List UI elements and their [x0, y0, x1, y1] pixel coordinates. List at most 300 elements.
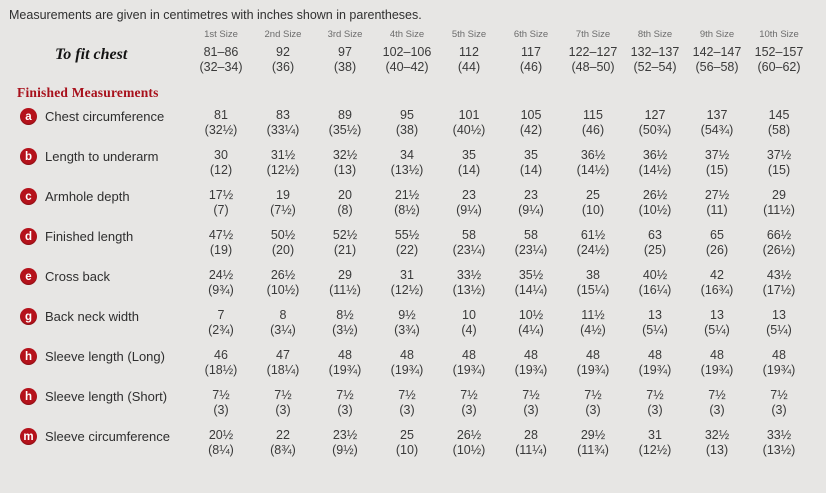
measurement-row	[8, 428, 826, 468]
measurement-cell	[686, 388, 748, 428]
cm-value: 13	[648, 308, 662, 322]
measurement-cell	[500, 268, 562, 308]
cm-value: 48	[400, 348, 414, 362]
measurement-cell	[748, 268, 810, 308]
measurement-cell	[500, 228, 562, 268]
cm-value: 42	[710, 268, 724, 282]
cm-value: 48	[648, 348, 662, 362]
measurement-cell	[438, 188, 500, 228]
cm-value: 66½	[766, 228, 792, 242]
measurement-cell	[438, 428, 500, 468]
measurement-label-cell	[8, 148, 190, 188]
label-column-spacer	[8, 29, 190, 40]
inch-value: (40½)	[452, 122, 486, 137]
measurement-cell	[252, 45, 314, 74]
cm-value: 29	[338, 268, 352, 282]
measurement-cell	[438, 348, 500, 388]
cm-value: 115	[583, 108, 603, 122]
inch-value: (26½)	[762, 242, 796, 257]
measurement-label: Sleeve circumference	[45, 429, 170, 444]
measurement-cell	[314, 108, 376, 148]
inch-value: (22)	[395, 242, 419, 257]
measurement-cell	[376, 188, 438, 228]
measurement-label-cell	[8, 268, 190, 308]
size-column-header: 2nd Size	[264, 29, 302, 40]
size-column-header: 1st Size	[204, 29, 238, 40]
measurement-cell	[190, 348, 252, 388]
measurement-label: Back neck width	[45, 309, 139, 324]
cm-value: 31	[400, 268, 414, 282]
measurement-cell	[314, 188, 376, 228]
measurement-key-badge: a	[20, 108, 37, 125]
inch-value: (3)	[647, 402, 663, 417]
inch-value: (13½)	[390, 162, 424, 177]
inch-value: (7)	[213, 202, 229, 217]
measurement-cell	[686, 148, 748, 188]
inch-value: (11½)	[763, 202, 795, 217]
measurement-cell	[624, 108, 686, 148]
cm-value: 10½	[518, 308, 544, 322]
measurement-cell	[314, 308, 376, 348]
measurement-cell	[748, 428, 810, 468]
cm-value: 7½	[584, 388, 602, 402]
measurement-cell	[314, 45, 376, 74]
inch-value: (11¼)	[515, 442, 547, 457]
measurement-cell	[376, 268, 438, 308]
measurement-cell	[624, 148, 686, 188]
measurement-cell	[252, 428, 314, 468]
measurement-cell	[562, 268, 624, 308]
inch-value: (56–58)	[695, 59, 739, 74]
inch-value: (48–50)	[571, 59, 615, 74]
cm-value: 27½	[704, 188, 730, 202]
cm-value: 55½	[394, 228, 420, 242]
measurement-row	[8, 148, 826, 188]
measurement-cell	[314, 268, 376, 308]
cm-value: 10	[462, 308, 476, 322]
inch-value: (5¼)	[704, 322, 730, 337]
cm-value: 47½	[208, 228, 234, 242]
inch-value: (52–54)	[633, 59, 677, 74]
inch-value: (44)	[457, 59, 481, 74]
cm-value: 58	[524, 228, 538, 242]
size-column-header: 9th Size	[699, 29, 735, 40]
measurement-cell	[376, 388, 438, 428]
inch-value: (10½)	[266, 282, 300, 297]
measurement-cell	[624, 45, 686, 74]
measurement-cell	[500, 108, 562, 148]
cm-value: 137	[706, 108, 728, 122]
cm-value: 58	[462, 228, 476, 242]
measurement-cell	[500, 348, 562, 388]
inch-value: (19¾)	[638, 362, 672, 377]
inch-value: (10)	[395, 442, 419, 457]
measurement-cell	[376, 148, 438, 188]
cm-value: 26½	[642, 188, 668, 202]
cm-value: 34	[400, 148, 414, 162]
inch-value: (14¼)	[514, 282, 548, 297]
cm-value: 22	[276, 428, 290, 442]
cm-value: 7½	[336, 388, 354, 402]
cm-value: 29½	[580, 428, 606, 442]
cm-value: 35	[462, 148, 476, 162]
inch-value: (17½)	[762, 282, 796, 297]
inch-value: (35½)	[328, 122, 362, 137]
measurement-key-badge: g	[20, 308, 37, 325]
inch-value: (19¾)	[576, 362, 610, 377]
inch-value: (11)	[706, 202, 728, 217]
size-column-header: 4th Size	[389, 29, 425, 40]
measurement-cell	[562, 188, 624, 228]
cm-value: 36½	[642, 148, 668, 162]
cm-value: 61½	[580, 228, 606, 242]
inch-value: (33¼)	[266, 122, 300, 137]
inch-value: (40–42)	[385, 59, 429, 74]
measurement-cell	[748, 188, 810, 228]
inch-value: (13½)	[762, 442, 796, 457]
inch-value: (32½)	[204, 122, 238, 137]
to-fit-chest-label: To fit chest	[55, 46, 128, 63]
cm-value: 112	[459, 45, 479, 59]
measurement-cell	[624, 188, 686, 228]
inch-value: (3¾)	[394, 322, 420, 337]
cm-value: 17½	[208, 188, 234, 202]
measurement-key-badge: d	[20, 228, 37, 245]
cm-value: 29	[772, 188, 786, 202]
measurement-cell	[314, 148, 376, 188]
measurement-row	[8, 108, 826, 148]
inch-value: (16¼)	[638, 282, 672, 297]
cm-value: 13	[772, 308, 786, 322]
measurement-cell	[438, 388, 500, 428]
cm-value: 37½	[766, 148, 792, 162]
cm-value: 8	[279, 308, 287, 322]
measurement-key-badge: h	[20, 388, 37, 405]
measurement-cell	[686, 108, 748, 148]
measurement-cell	[190, 228, 252, 268]
inch-value: (4)	[461, 322, 477, 337]
measurement-cell	[438, 308, 500, 348]
inch-value: (15¼)	[576, 282, 610, 297]
measurement-cell	[252, 188, 314, 228]
cm-value: 23½	[332, 428, 358, 442]
inch-value: (20)	[271, 242, 295, 257]
inch-value: (54¾)	[700, 122, 734, 137]
cm-value: 47	[276, 348, 290, 362]
cm-value: 32½	[332, 148, 358, 162]
cm-value: 83	[276, 108, 290, 122]
measurement-cell	[500, 45, 562, 74]
measurement-cell	[252, 108, 314, 148]
size-column-header: 6th Size	[513, 29, 549, 40]
inch-value: (10½)	[638, 202, 672, 217]
size-column-header: 10th Size	[759, 29, 799, 40]
inch-value: (3¼)	[270, 322, 296, 337]
cm-value: 24½	[208, 268, 234, 282]
measurement-key-badge: m	[20, 428, 37, 445]
inch-value: (14½)	[576, 162, 610, 177]
measurement-label-cell	[8, 348, 190, 388]
measurement-cell	[562, 388, 624, 428]
inch-value: (13½)	[452, 282, 486, 297]
cm-value: 23	[524, 188, 538, 202]
inch-value: (5¼)	[642, 322, 668, 337]
inch-value: (14)	[519, 162, 543, 177]
cm-value: 19	[276, 188, 290, 202]
inch-value: (58)	[767, 122, 791, 137]
measurement-cell	[376, 348, 438, 388]
measurement-row	[8, 268, 826, 308]
cm-value: 127	[644, 108, 666, 122]
inch-value: (10½)	[452, 442, 486, 457]
measurement-cell	[438, 148, 500, 188]
inch-value: (19¾)	[762, 362, 796, 377]
inch-value: (21)	[333, 242, 357, 257]
measurement-label: Sleeve length (Long)	[45, 349, 165, 364]
cm-value: 48	[772, 348, 786, 362]
cm-value: 132–137	[630, 45, 680, 59]
cm-value: 145	[768, 108, 790, 122]
inch-value: (60–62)	[757, 59, 801, 74]
measurement-label: Chest circumference	[45, 109, 165, 124]
size-column-header: 7th Size	[575, 29, 611, 40]
inch-value: (9¾)	[208, 282, 234, 297]
inch-value: (18¼)	[266, 362, 300, 377]
measurement-cell	[376, 428, 438, 468]
measurement-cell	[252, 268, 314, 308]
inch-value: (25)	[643, 242, 667, 257]
measurement-cell	[376, 228, 438, 268]
cm-value: 48	[524, 348, 538, 362]
cm-value: 33½	[766, 428, 792, 442]
cm-value: 13	[710, 308, 724, 322]
cm-value: 28	[524, 428, 538, 442]
inch-value: (3)	[523, 402, 539, 417]
inch-value: (7½)	[270, 202, 296, 217]
inch-value: (8)	[337, 202, 353, 217]
measurement-cell	[190, 308, 252, 348]
measurement-cell	[314, 348, 376, 388]
inch-value: (12½)	[390, 282, 424, 297]
inch-value: (3)	[213, 402, 229, 417]
inch-value: (12½)	[638, 442, 672, 457]
cm-value: 43½	[766, 268, 792, 282]
cm-value: 152–157	[754, 45, 804, 59]
measurement-cell	[562, 348, 624, 388]
size-header-row	[8, 29, 826, 40]
inch-value: (24½)	[576, 242, 610, 257]
cm-value: 97	[338, 45, 352, 59]
cm-value: 38	[586, 268, 600, 282]
measurement-label: Sleeve length (Short)	[45, 389, 168, 404]
inch-value: (8¾)	[270, 442, 296, 457]
measurement-cell	[562, 45, 624, 74]
measurement-cell	[376, 45, 438, 74]
cm-value: 25	[586, 188, 600, 202]
measurement-label: Armhole depth	[45, 189, 130, 204]
inch-value: (38)	[333, 59, 357, 74]
measurement-cell	[562, 108, 624, 148]
inch-value: (14½)	[638, 162, 672, 177]
cm-value: 9½	[398, 308, 416, 322]
measurements-table-body	[8, 108, 826, 468]
cm-value: 32½	[704, 428, 730, 442]
cm-value: 92	[276, 45, 290, 59]
inch-value: (50¾)	[638, 122, 672, 137]
inch-value: (46)	[519, 59, 543, 74]
inch-value: (13)	[333, 162, 357, 177]
inch-value: (15)	[705, 162, 729, 177]
measurement-key-badge: h	[20, 348, 37, 365]
inch-value: (9¼)	[518, 202, 544, 217]
measurement-row	[8, 388, 826, 428]
cm-value: 48	[462, 348, 476, 362]
inch-value: (19¾)	[514, 362, 548, 377]
inch-value: (16¾)	[700, 282, 734, 297]
cm-value: 20½	[208, 428, 234, 442]
measurement-cell	[190, 45, 252, 74]
measurement-cell	[500, 388, 562, 428]
inch-value: (10)	[581, 202, 605, 217]
cm-value: 31½	[270, 148, 296, 162]
cm-value: 48	[338, 348, 352, 362]
measurement-label-cell	[8, 308, 190, 348]
inch-value: (19¾)	[700, 362, 734, 377]
measurement-cell	[748, 228, 810, 268]
cm-value: 26½	[456, 428, 482, 442]
inch-value: (12½)	[266, 162, 300, 177]
measurement-label-cell	[8, 228, 190, 268]
measurement-cell	[252, 148, 314, 188]
measurement-cell	[438, 228, 500, 268]
inch-value: (12)	[209, 162, 233, 177]
page-title: Measurements are given in centimetres with inches shown in parentheses.	[9, 8, 422, 22]
measurement-cell	[252, 228, 314, 268]
inch-value: (19¾)	[390, 362, 424, 377]
inch-value: (9½)	[332, 442, 358, 457]
measurement-cell	[686, 45, 748, 74]
finished-measurements-heading: Finished Measurements	[17, 85, 159, 100]
cm-value: 7½	[460, 388, 478, 402]
inch-value: (32–34)	[199, 59, 243, 74]
measurement-cell	[748, 108, 810, 148]
measurement-cell	[500, 148, 562, 188]
inch-value: (3)	[275, 402, 291, 417]
measurement-cell	[190, 108, 252, 148]
cm-value: 63	[648, 228, 662, 242]
inch-value: (9¼)	[456, 202, 482, 217]
measurement-cell	[624, 388, 686, 428]
measurement-cell	[376, 108, 438, 148]
measurement-cell	[686, 188, 748, 228]
measurement-cell	[500, 308, 562, 348]
cm-value: 101	[458, 108, 480, 122]
measurement-cell	[438, 45, 500, 74]
inch-value: (19)	[209, 242, 233, 257]
measurement-cell	[624, 308, 686, 348]
inch-value: (15)	[767, 162, 791, 177]
measurement-cell	[748, 148, 810, 188]
inch-value: (18½)	[204, 362, 238, 377]
cm-value: 142–147	[692, 45, 742, 59]
measurement-cell	[252, 308, 314, 348]
inch-value: (13)	[705, 442, 729, 457]
cm-value: 7½	[212, 388, 230, 402]
measurement-label-cell	[8, 388, 190, 428]
cm-value: 81	[214, 108, 228, 122]
measurement-cell	[190, 148, 252, 188]
measurement-cell	[252, 388, 314, 428]
cm-value: 7	[217, 308, 225, 322]
measurement-cell	[748, 45, 810, 74]
measurement-label: Cross back	[45, 269, 111, 284]
cm-value: 48	[710, 348, 724, 362]
measurement-cell	[748, 388, 810, 428]
cm-value: 7½	[646, 388, 664, 402]
inch-value: (3)	[399, 402, 415, 417]
cm-value: 31	[648, 428, 662, 442]
measurement-cell	[624, 268, 686, 308]
measurement-cell	[500, 428, 562, 468]
cm-value: 46	[214, 348, 228, 362]
cm-value: 25	[400, 428, 414, 442]
inch-value: (8¼)	[208, 442, 234, 457]
cm-value: 37½	[704, 148, 730, 162]
measurement-cell	[624, 228, 686, 268]
measurement-cell	[252, 348, 314, 388]
cm-value: 8½	[336, 308, 354, 322]
measurement-label: Length to underarm	[45, 149, 159, 164]
cm-value: 50½	[270, 228, 296, 242]
measurement-cell	[686, 308, 748, 348]
measurement-cell	[686, 268, 748, 308]
measurement-cell	[190, 268, 252, 308]
cm-value: 23	[462, 188, 476, 202]
cm-value: 35	[524, 148, 538, 162]
cm-value: 35½	[518, 268, 544, 282]
measurement-cell	[562, 228, 624, 268]
measurement-cell	[562, 308, 624, 348]
measurement-label-cell	[8, 428, 190, 468]
measurement-row	[8, 188, 826, 228]
measurement-cell	[748, 348, 810, 388]
measurement-row	[8, 308, 826, 348]
inch-value: (23¼)	[514, 242, 548, 257]
cm-value: 105	[520, 108, 542, 122]
inch-value: (14)	[457, 162, 481, 177]
cm-value: 117	[521, 45, 541, 59]
cm-value: 7½	[708, 388, 726, 402]
measurement-cell	[190, 428, 252, 468]
inch-value: (23¼)	[452, 242, 486, 257]
measurement-row	[8, 348, 826, 388]
cm-value: 52½	[332, 228, 358, 242]
inch-value: (5¼)	[766, 322, 792, 337]
cm-value: 48	[586, 348, 600, 362]
inch-value: (38)	[395, 122, 419, 137]
size-column-header: 3rd Size	[327, 29, 363, 40]
cm-value: 102–106	[382, 45, 432, 59]
inch-value: (3)	[585, 402, 601, 417]
measurement-cell	[748, 308, 810, 348]
cm-value: 89	[338, 108, 352, 122]
measurement-cell	[686, 428, 748, 468]
cm-value: 122–127	[568, 45, 618, 59]
inch-value: (42)	[519, 122, 543, 137]
measurement-cell	[376, 308, 438, 348]
cm-value: 26½	[270, 268, 296, 282]
measurement-cell	[438, 108, 500, 148]
